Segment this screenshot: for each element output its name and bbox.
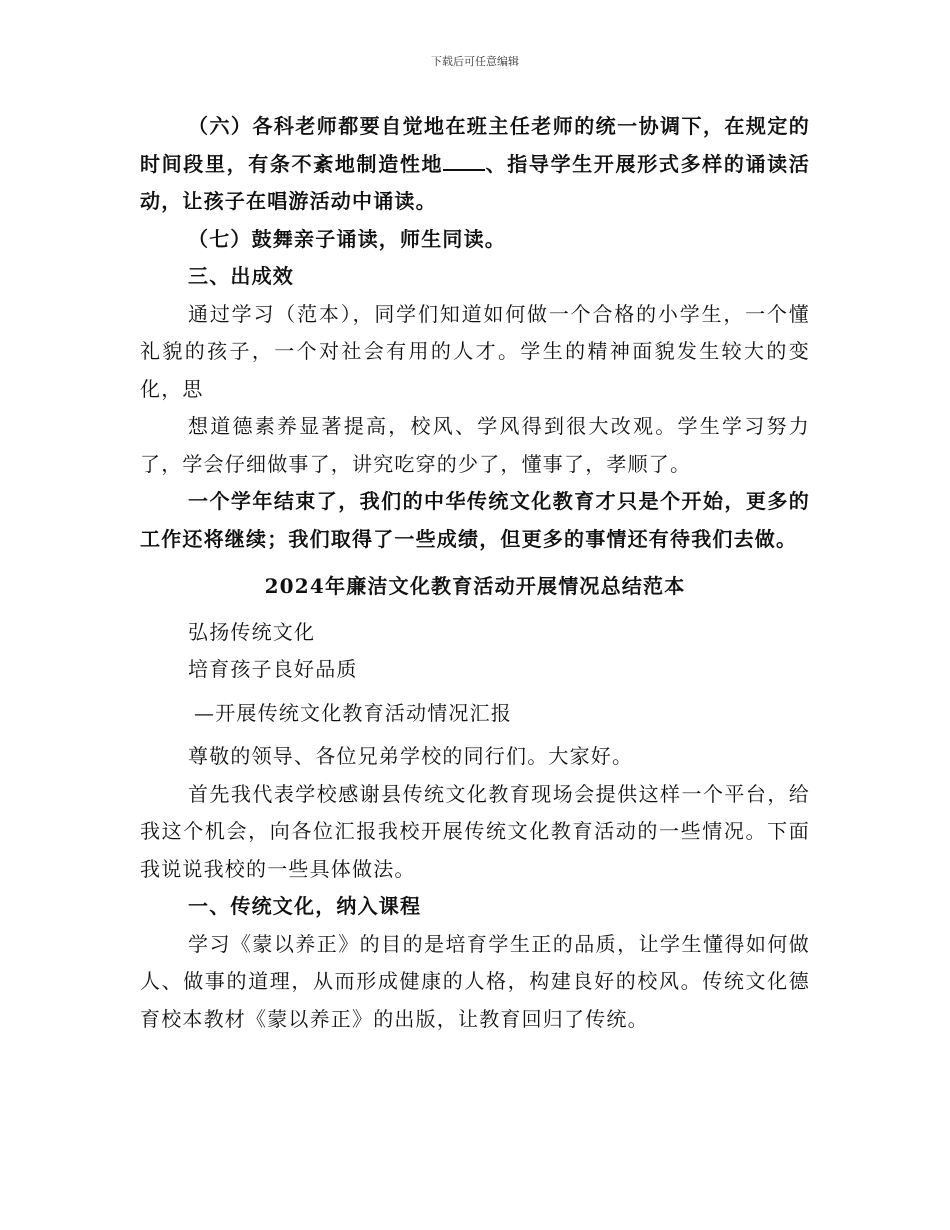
subtitle-line-2: 培育孩子良好品质 xyxy=(188,657,358,681)
intro-paragraph: 首先我代表学校感谢县传统文化教育现场会提供这样一个平台，给我这个机会，向各位汇报我校开展传统文化教育活动的一些情况。下面我说说我校的一些具体做法。 xyxy=(140,781,810,881)
paragraph-six-text-before-blank: （六）各科老师都要自觉地在班主任老师的统一协调下，在规定的时间段里，有条不紊地制造性地 xyxy=(140,114,810,176)
section-one-heading: 一、传统文化，纳入课程 xyxy=(188,894,422,918)
document-body xyxy=(140,108,810,1038)
section-three-heading: 三、出成效 xyxy=(188,264,294,288)
greeting: 尊敬的领导、各位兄弟学校的同行们。大家好。 xyxy=(188,744,634,768)
paragraph-six xyxy=(140,108,810,221)
results-conclusion: 一个学年结束了，我们的中华传统文化教育才只是个开始，更多的工作还将继续；我们取得了一些成绩，但更多的事情还有待我们去做。 xyxy=(140,489,810,551)
paragraph-six-text-after-blank: 、指导学生开展形式多样的诵读活动，让孩子在唱游活动中诵读。 xyxy=(140,151,810,213)
document-title: 2024年廉洁文化教育活动开展情况总结范本 xyxy=(264,574,686,598)
results-paragraph-2: 想道德素养显著提高，校风、学风得到很大改观。学生学习努力了，学会仔细做事了，讲究吃穿的少了，懂事了，孝顺了。 xyxy=(140,414,810,476)
subtitle-line-3: —开展传统文化教育活动情况汇报 xyxy=(194,700,512,725)
results-paragraph-1: 通过学习（范本），同学们知道如何做一个合格的小学生，一个懂礼貌的孩子，一个对社会有用的人才。学生的精神面貌发生较大的变化，思 xyxy=(140,301,810,401)
page-header: 下载后可任意编辑 xyxy=(431,55,519,68)
section-one-paragraph: 学习《蒙以养正》的目的是培育学生正的品质，让学生懂得如何做人、做事的道理，从而形成健康的人格，构建良好的校风。传统文化德育校本教材《蒙以养正》的出版，让教育回归了传统。 xyxy=(140,931,810,1031)
subtitle-line-1: 弘扬传统文化 xyxy=(188,619,316,644)
fill-in-blank xyxy=(443,169,485,171)
paragraph-seven: （七）鼓舞亲子诵读，师生同读。 xyxy=(188,226,506,251)
